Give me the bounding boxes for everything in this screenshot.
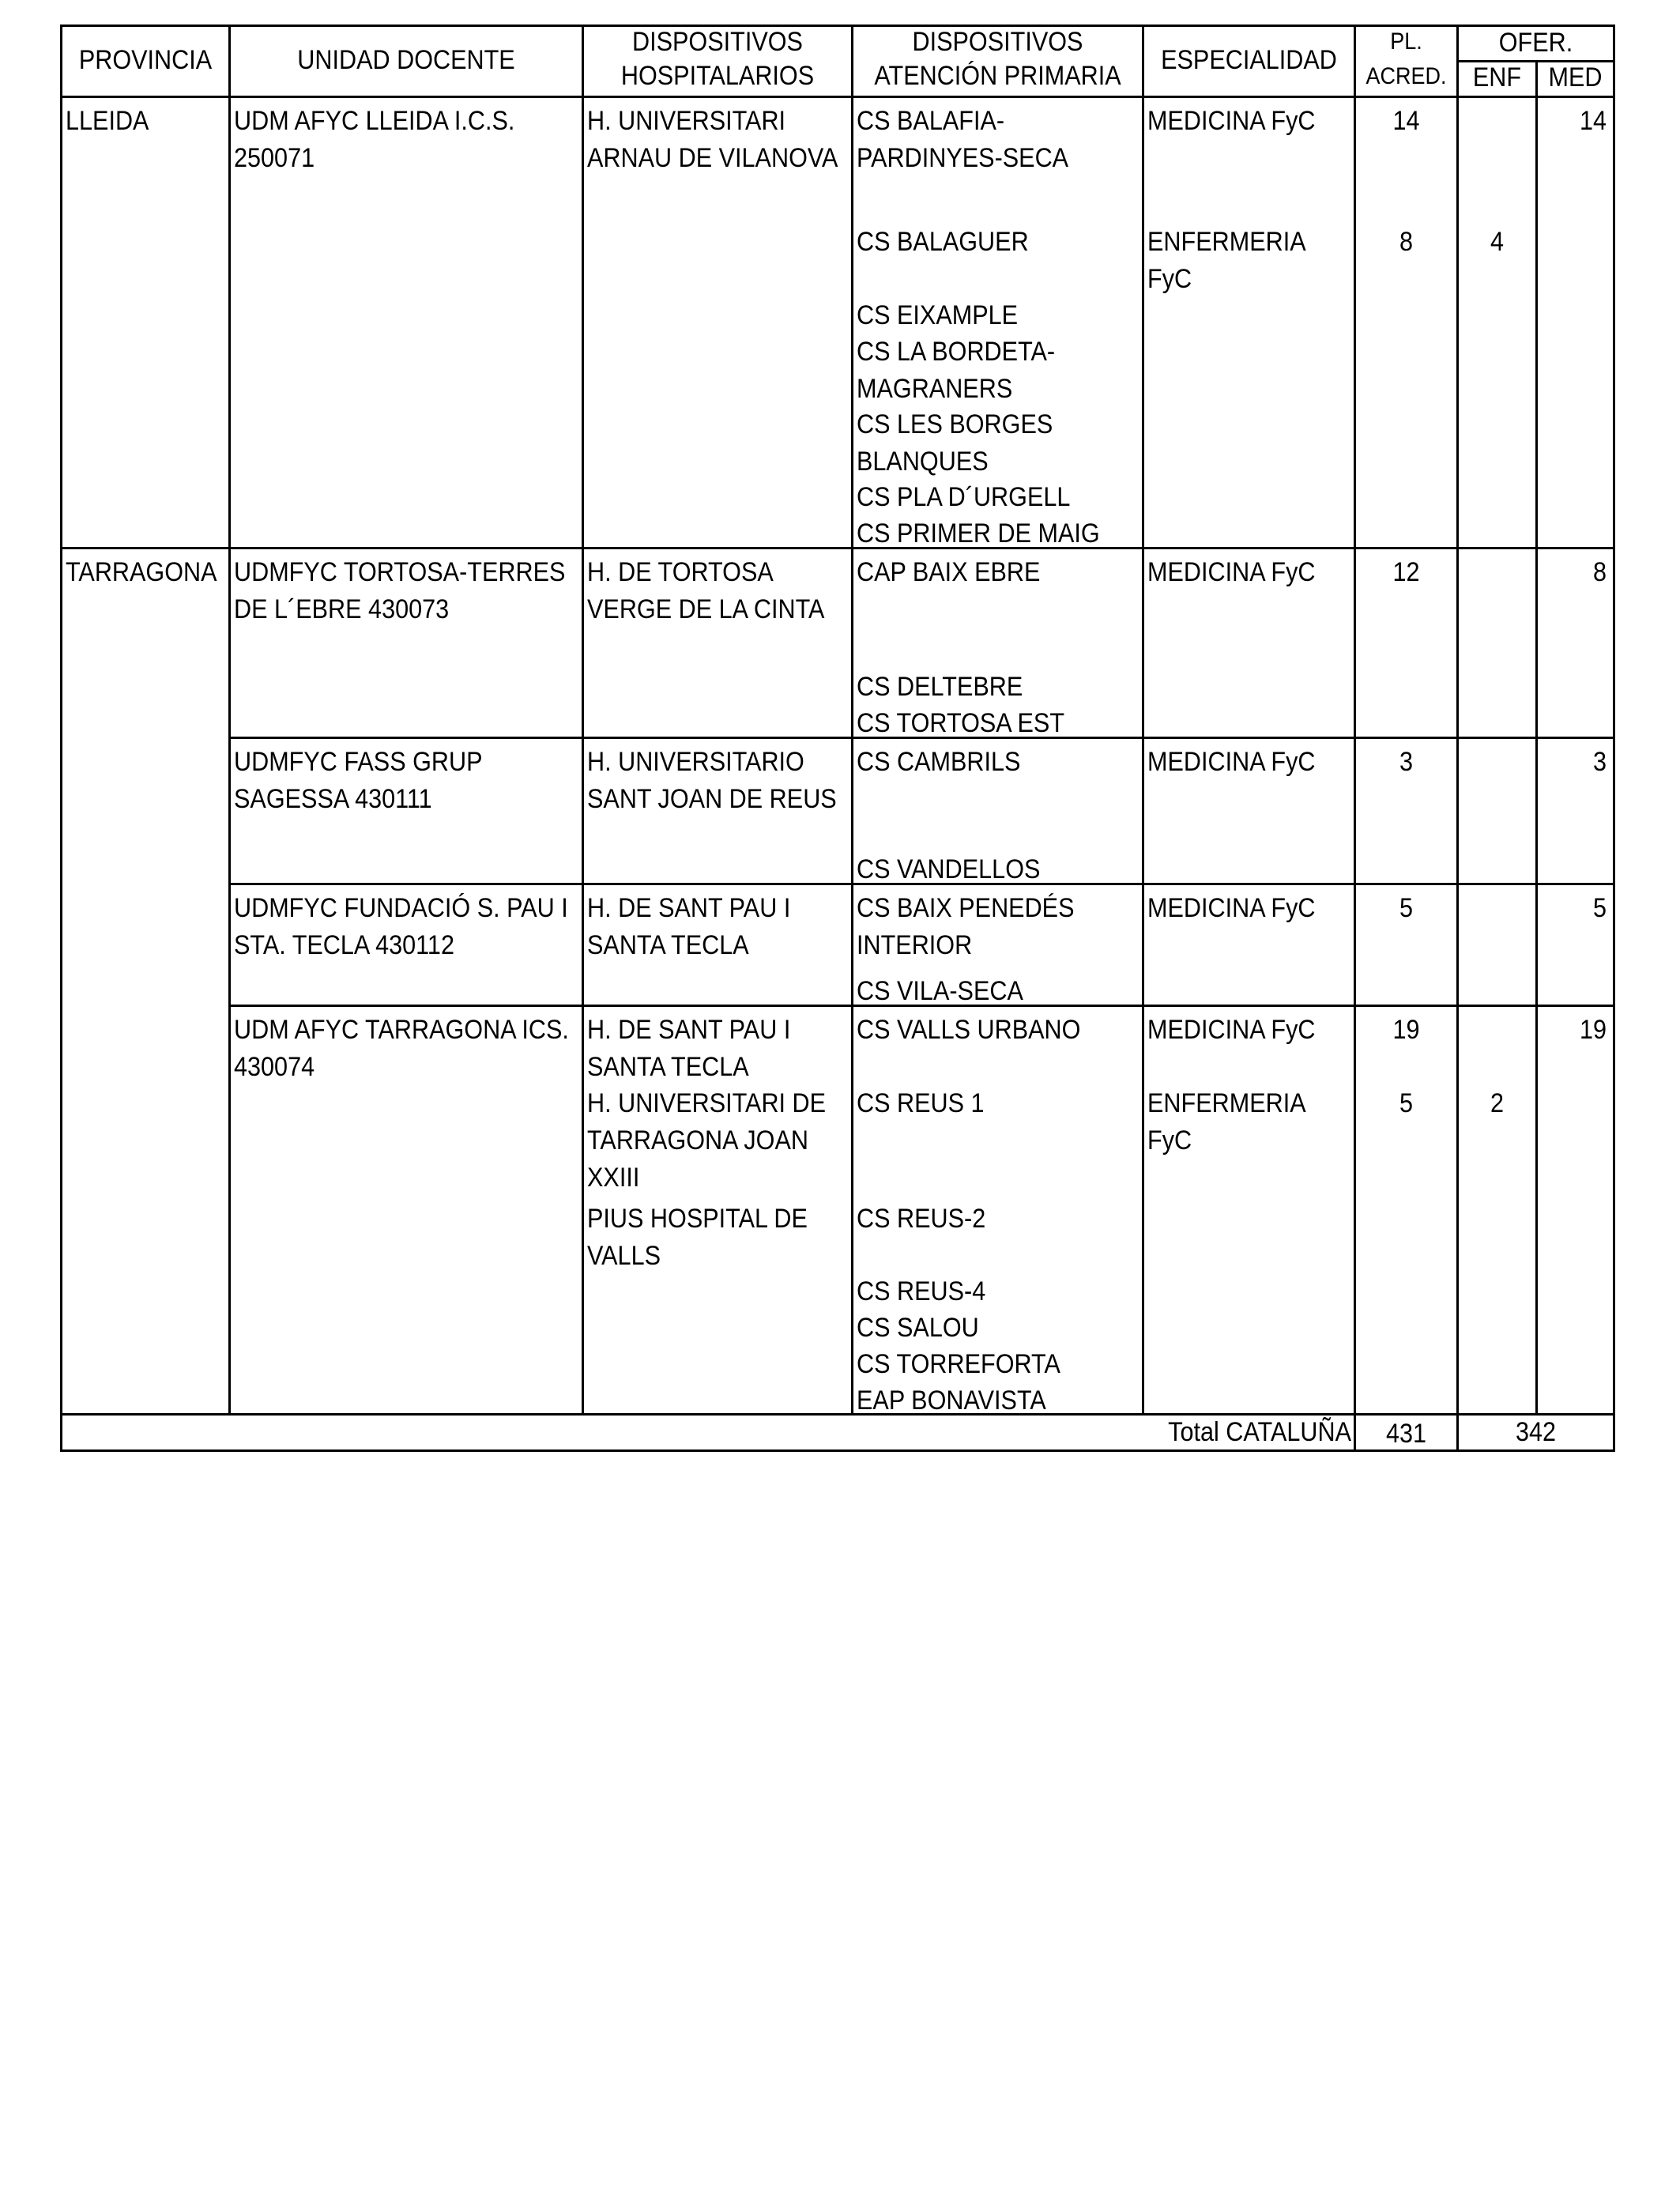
- header-ofer: OFER.: [1498, 28, 1573, 58]
- ofer-enf-cell: 2: [1490, 1088, 1505, 1118]
- especialidad-cell: ENFERMERIA FyC: [1147, 227, 1306, 294]
- centro-salud: CS VILA-SECA: [857, 976, 1023, 1006]
- header-provincia: PROVINCIA: [78, 45, 213, 75]
- rule: [60, 547, 1615, 549]
- centro-salud: CS TORTOSA EST: [857, 708, 1065, 738]
- unidad-docente-cell: UDMFYC FUNDACIÓ S. PAU I STA. TECLA 430112: [234, 893, 568, 960]
- rule: [60, 1413, 1615, 1416]
- centro-salud: CS VANDELLOS: [857, 854, 1041, 884]
- header-acred: ACRED.: [1365, 63, 1447, 89]
- header-dispositivos-hospitalarios: DISPOSITIVOS HOSPITALARIOS: [620, 27, 815, 91]
- ofer-med-cell: 14: [1579, 106, 1607, 136]
- document-table: [60, 25, 1615, 1452]
- pl-acred-cell: 12: [1392, 557, 1420, 587]
- pl-acred-cell: 14: [1392, 106, 1420, 136]
- ofer-med-cell: 3: [1592, 747, 1607, 777]
- rule: [1535, 60, 1538, 1416]
- especialidad-cell: MEDICINA FyC: [1147, 1015, 1316, 1045]
- especialidad-cell: MEDICINA FyC: [1147, 747, 1316, 777]
- centro-salud: CS BALAGUER: [857, 227, 1029, 257]
- unidad-docente-cell: UDMFYC TORTOSA-TERRES DE L´EBRE 430073: [234, 557, 566, 624]
- hospital-cell: H. DE TORTOSA VERGE DE LA CINTA: [587, 557, 825, 624]
- pl-acred-cell: 5: [1399, 1088, 1414, 1118]
- centro-salud: CS VALLS URBANO: [857, 1015, 1081, 1045]
- rule: [228, 25, 231, 1416]
- provincia-cell: LLEIDA: [66, 106, 149, 136]
- centro-salud: CS LES BORGES BLANQUES: [857, 409, 1053, 477]
- especialidad-cell: ENFERMERIA FyC: [1147, 1088, 1306, 1155]
- rule: [1613, 25, 1615, 1452]
- total-ofer: 342: [1515, 1417, 1557, 1447]
- rule: [851, 25, 853, 1416]
- centro-salud: CS PRIMER DE MAIG: [857, 518, 1100, 548]
- header-dispositivos-atencion-primaria: DISPOSITIVOS ATENCIÓN PRIMARIA: [874, 27, 1121, 91]
- centro-salud: CS REUS 1: [857, 1088, 985, 1118]
- hospital-cell: H. UNIVERSITARIO SANT JOAN DE REUS: [587, 747, 837, 814]
- centro-salud: EAP BONAVISTA: [857, 1385, 1046, 1416]
- pl-acred-cell: 3: [1399, 747, 1414, 777]
- centro-salud: CS REUS-2: [857, 1204, 986, 1234]
- ofer-med-cell: 5: [1592, 893, 1607, 923]
- ofer-enf-cell: 4: [1490, 227, 1505, 257]
- hospital-cell: H. UNIVERSITARI ARNAU DE VILANOVA: [587, 106, 838, 173]
- pl-acred-cell: 5: [1399, 893, 1414, 923]
- especialidad-cell: MEDICINA FyC: [1147, 557, 1316, 587]
- rule: [1456, 25, 1459, 1452]
- hospital-cell: PIUS HOSPITAL DE VALLS: [587, 1204, 808, 1271]
- centro-salud: CS DELTEBRE: [857, 672, 1023, 702]
- centro-salud: CS CAMBRILS: [857, 747, 1021, 777]
- header-pl: PL.: [1390, 28, 1422, 55]
- total-pl-acred: 431: [1385, 1419, 1427, 1449]
- unidad-docente-cell: UDM AFYC LLEIDA I.C.S. 250071: [234, 106, 515, 173]
- header-unidad-docente: UNIDAD DOCENTE: [297, 45, 515, 75]
- centro-salud: CS PLA D´URGELL: [857, 482, 1071, 512]
- ofer-med-cell: 19: [1579, 1015, 1607, 1045]
- unidad-docente-cell: UDM AFYC TARRAGONA ICS. 430074: [234, 1015, 569, 1082]
- centro-salud: CS BALAFIA- PARDINYES-SECA: [857, 106, 1069, 173]
- centro-salud: CS EIXAMPLE: [857, 300, 1019, 330]
- unidad-docente-cell: UDMFYC FASS GRUP SAGESSA 430111: [234, 747, 483, 814]
- provincia-cell: TARRAGONA: [66, 557, 217, 587]
- hospital-cell: H. DE SANT PAU I SANTA TECLA: [587, 893, 791, 960]
- hospital-cell: H. UNIVERSITARI DE TARRAGONA JOAN XXIII: [587, 1088, 827, 1193]
- ofer-med-cell: 8: [1592, 557, 1607, 587]
- rule: [1354, 25, 1356, 1452]
- centro-salud: CS SALOU: [857, 1313, 979, 1343]
- rule: [582, 25, 584, 1416]
- header-med: MED: [1548, 62, 1603, 92]
- rule: [1142, 25, 1144, 1416]
- total-label: Total CATALUÑA: [1168, 1417, 1351, 1447]
- centro-salud: CS REUS-4: [857, 1276, 986, 1306]
- especialidad-cell: MEDICINA FyC: [1147, 106, 1316, 136]
- hospital-cell: H. DE SANT PAU I SANTA TECLA: [587, 1015, 791, 1082]
- rule: [60, 25, 62, 1452]
- centro-salud: CAP BAIX EBRE: [857, 557, 1041, 587]
- pl-acred-cell: 19: [1392, 1015, 1420, 1045]
- header-especialidad: ESPECIALIDAD: [1161, 45, 1337, 75]
- rule: [60, 96, 1615, 98]
- centro-salud: CS LA BORDETA- MAGRANERS: [857, 337, 1056, 404]
- especialidad-cell: MEDICINA FyC: [1147, 893, 1316, 923]
- header-enf: ENF: [1472, 62, 1522, 92]
- centro-salud: CS TORREFORTA: [857, 1349, 1060, 1379]
- pl-acred-cell: 8: [1399, 227, 1414, 257]
- centro-salud: CS BAIX PENEDÉS INTERIOR: [857, 893, 1075, 960]
